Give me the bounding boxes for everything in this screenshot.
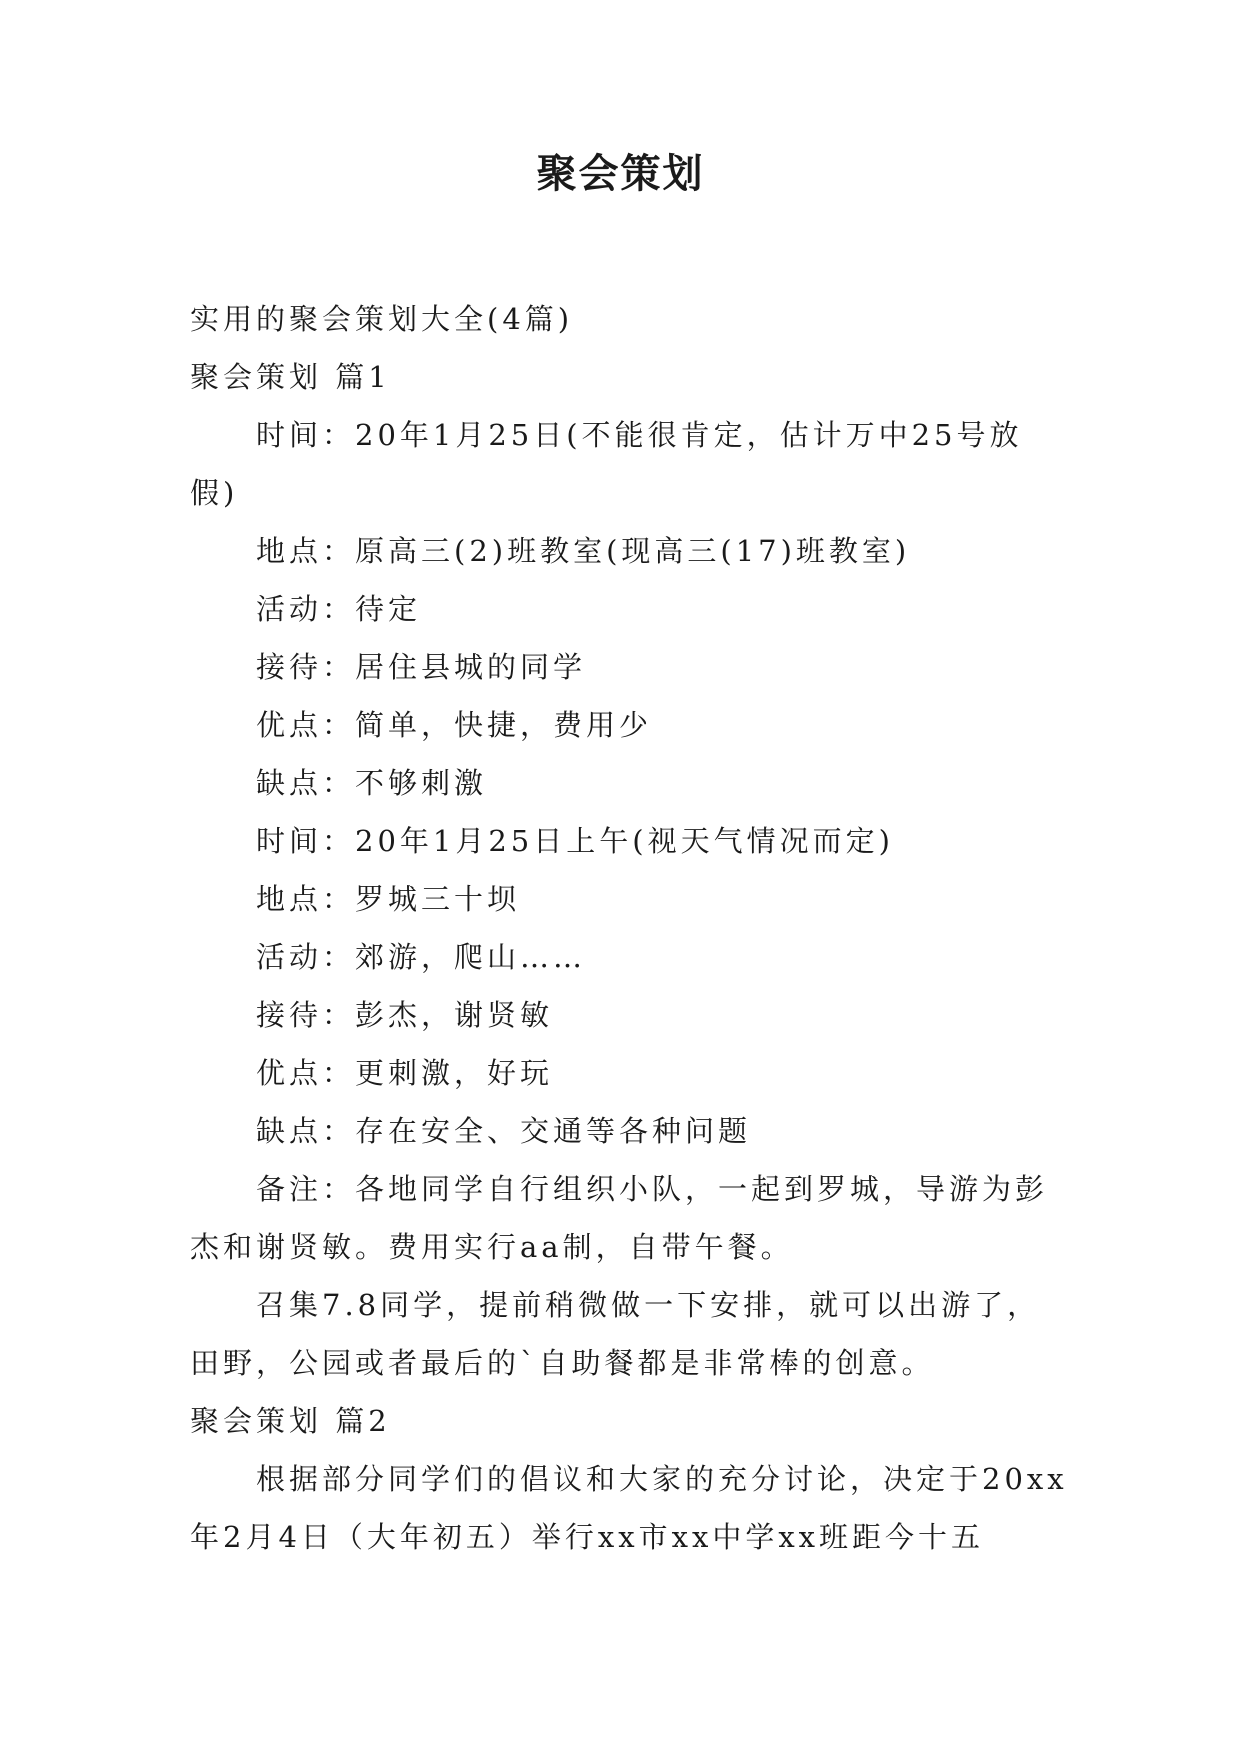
paragraph-line: 田野，公园或者最后的`自助餐都是非常棒的创意。	[190, 1346, 935, 1380]
document-title: 聚会策划	[536, 151, 705, 197]
paragraph-line: 召集7.8同学，提前稍微做一下安排，就可以出游了，	[256, 1288, 1041, 1322]
section-heading: 聚会策划 篇1	[190, 360, 391, 394]
paragraph-line: 时间：20年1月25日上午(视天气情况而定)	[256, 824, 894, 858]
paragraph-line: 时间：20年1月25日(不能很肯定，估计万中25号放	[256, 418, 1023, 452]
document-body	[190, 290, 1068, 1566]
paragraph-line: 缺点：不够刺激	[256, 766, 488, 800]
paragraph-line: 根据部分同学们的倡议和大家的充分讨论，决定于20xx	[256, 1462, 1068, 1496]
paragraph-line: 接待：彭杰，谢贤敏	[256, 998, 554, 1032]
intro-line: 实用的聚会策划大全(4篇)	[190, 302, 574, 336]
paragraph-line: 接待：居住县城的同学	[256, 650, 587, 684]
section-heading: 聚会策划 篇2	[190, 1404, 391, 1438]
paragraph-line: 杰和谢贤敏。费用实行aa制，自带午餐。	[190, 1230, 794, 1264]
paragraph-line: 活动：待定	[256, 592, 422, 626]
paragraph-line: 备注：各地同学自行组织小队，一起到罗城，导游为彭	[256, 1172, 1049, 1206]
paragraph-line: 假)	[190, 476, 239, 510]
paragraph-line: 活动：郊游，爬山……	[256, 940, 587, 974]
paragraph-line: 地点：罗城三十坝	[256, 882, 521, 916]
paragraph-line: 地点：原高三(2)班教室(现高三(17)班教室)	[256, 534, 911, 568]
paragraph-line: 缺点：存在安全、交通等各种问题	[256, 1114, 752, 1148]
paragraph-line: 优点：简单，快捷，费用少	[256, 708, 653, 742]
paragraph-line: 年2月4日（大年初五）举行xx市xx中学xx班距今十五	[190, 1520, 985, 1554]
paragraph-line: 优点：更刺激，好玩	[256, 1056, 554, 1090]
